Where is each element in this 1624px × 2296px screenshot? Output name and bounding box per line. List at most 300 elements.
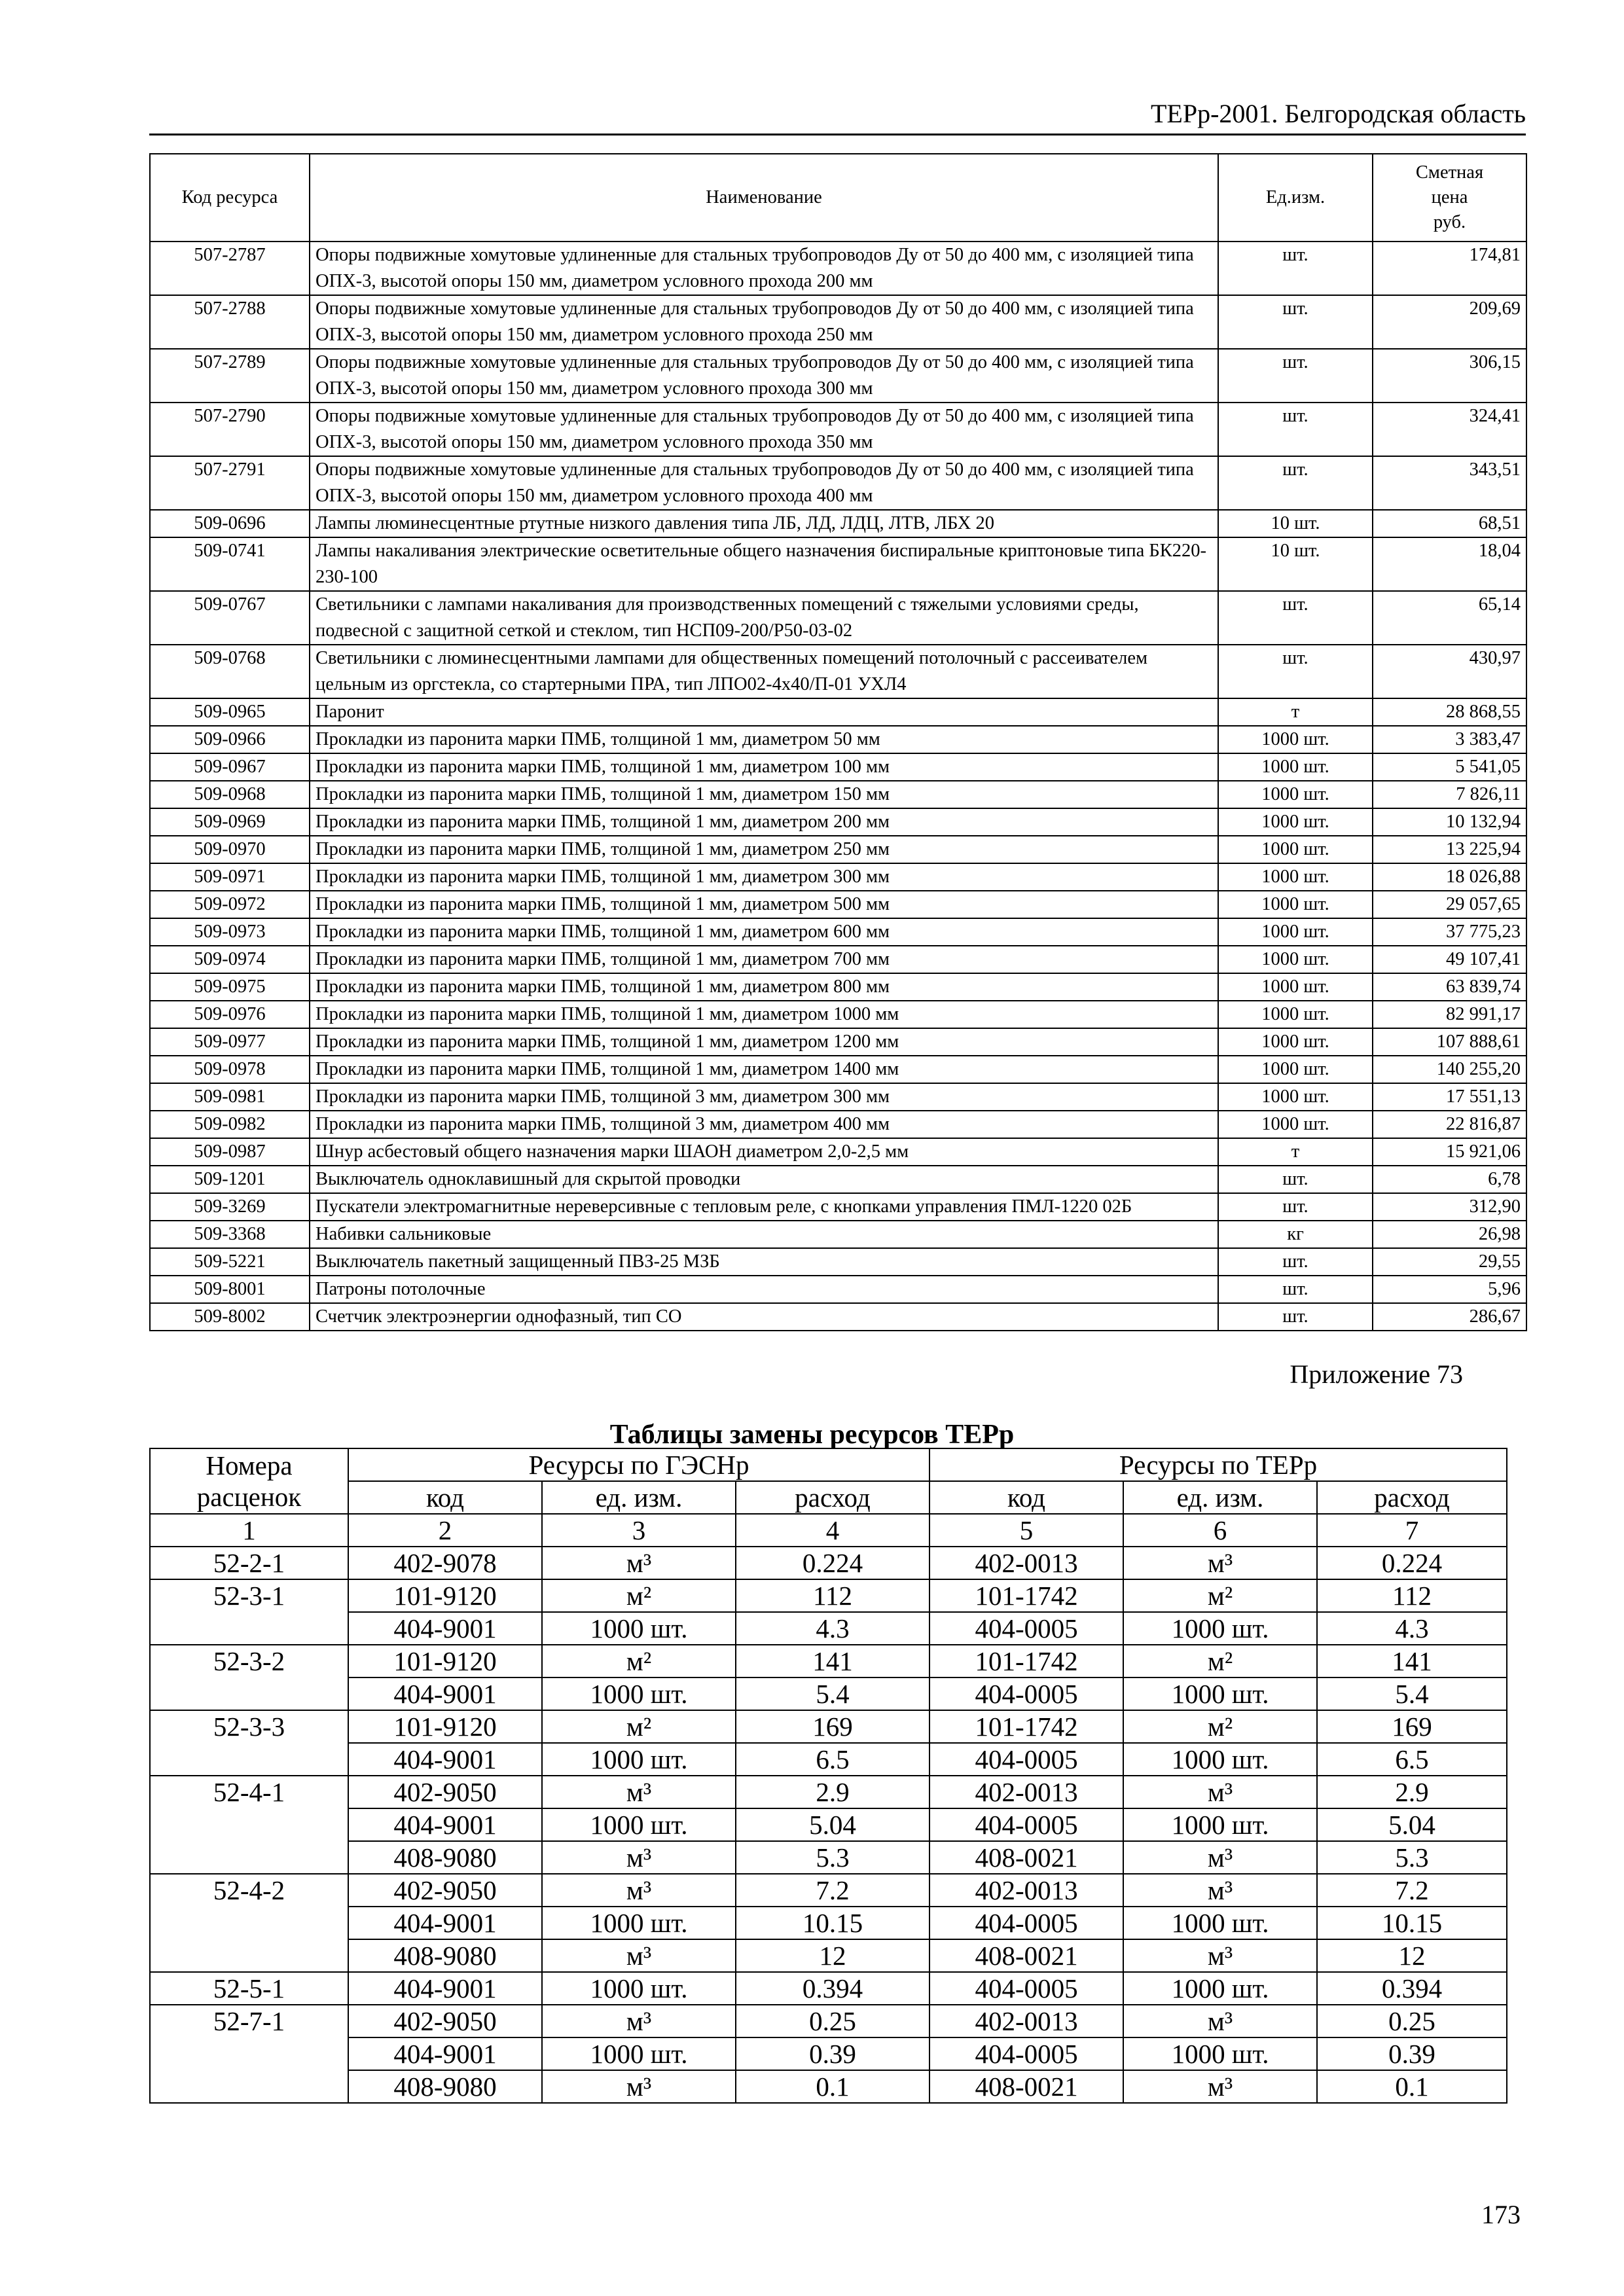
resource-price: 29,55 — [1373, 1248, 1526, 1276]
table-row — [150, 1276, 1526, 1303]
column-header-gesn-code: код — [348, 1481, 542, 1514]
ter-code: 408-0021 — [929, 1939, 1123, 1972]
ter-consumption: 112 — [1317, 1579, 1507, 1612]
resource-code: 509-5221 — [150, 1248, 310, 1276]
gesn-unit: 1000 шт. — [542, 1907, 736, 1939]
table-row — [150, 1612, 1507, 1645]
header-divider — [149, 134, 1526, 135]
resource-unit: 1000 шт. — [1218, 753, 1373, 781]
table-row — [150, 1776, 1507, 1808]
table-row — [150, 808, 1526, 836]
resource-code: 509-0982 — [150, 1111, 310, 1138]
table-row — [150, 1111, 1526, 1138]
resource-name: Опоры подвижные хомутовые удлиненные для стальных трубопроводов Ду от 50 до 400 мм, с изоляцией типа ОПХ-3, высотой опоры 150 мм, диаметром условного прохода 350 мм — [310, 403, 1218, 456]
ter-unit: м² — [1123, 1579, 1317, 1612]
resource-name: Паронит — [310, 698, 1218, 726]
ter-code: 101-1742 — [929, 1645, 1123, 1677]
resource-name: Прокладки из паронита марки ПМБ, толщиной 1 мм, диаметром 800 мм — [310, 973, 1218, 1001]
gesn-consumption: 112 — [736, 1579, 929, 1612]
table-row — [150, 510, 1526, 537]
resource-price: 10 132,94 — [1373, 808, 1526, 836]
resource-name: Прокладки из паронита марки ПМБ, толщиной 1 мм, диаметром 250 мм — [310, 836, 1218, 863]
resource-name: Прокладки из паронита марки ПМБ, толщиной 3 мм, диаметром 300 мм — [310, 1083, 1218, 1111]
resource-name: Прокладки из паронита марки ПМБ, толщиной 1 мм, диаметром 500 мм — [310, 891, 1218, 918]
resource-name: Выключатель пакетный защищенный ПВЗ-25 МЗБ — [310, 1248, 1218, 1276]
resource-name: Опоры подвижные хомутовые удлиненные для стальных трубопроводов Ду от 50 до 400 мм, с изоляцией типа ОПХ-3, высотой опоры 150 мм, диаметром условного прохода 200 мм — [310, 242, 1218, 295]
resource-price: 5 541,05 — [1373, 753, 1526, 781]
ter-consumption: 0.224 — [1317, 1547, 1507, 1579]
table-row — [150, 1710, 1507, 1743]
table-row — [150, 781, 1526, 808]
ter-unit: 1000 шт. — [1123, 1612, 1317, 1645]
resource-unit: шт. — [1218, 645, 1373, 698]
rate-number: 52-3-3 — [150, 1710, 348, 1776]
ter-consumption: 4.3 — [1317, 1612, 1507, 1645]
gesn-unit: м² — [542, 1710, 736, 1743]
resource-price: 286,67 — [1373, 1303, 1526, 1331]
gesn-unit: м³ — [542, 1841, 736, 1874]
rate-number: 52-5-1 — [150, 1972, 348, 2005]
gesn-unit: м³ — [542, 1874, 736, 1907]
ter-code: 404-0005 — [929, 1808, 1123, 1841]
gesn-unit: м³ — [542, 1547, 736, 1579]
gesn-code: 404-9001 — [348, 1808, 542, 1841]
resource-name: Набивки сальниковые — [310, 1221, 1218, 1248]
resource-unit: 1000 шт. — [1218, 891, 1373, 918]
column-number: 3 — [542, 1514, 736, 1547]
table-row — [150, 1808, 1507, 1841]
gesn-consumption: 0.25 — [736, 2005, 929, 2037]
ter-consumption: 0.39 — [1317, 2037, 1507, 2070]
resource-name: Прокладки из паронита марки ПМБ, толщиной 1 мм, диаметром 600 мм — [310, 918, 1218, 946]
gesn-consumption: 0.1 — [736, 2070, 929, 2103]
ter-consumption: 12 — [1317, 1939, 1507, 1972]
column-number: 1 — [150, 1514, 348, 1547]
table-row — [150, 1221, 1526, 1248]
ter-unit: м³ — [1123, 1939, 1317, 1972]
ter-consumption: 0.1 — [1317, 2070, 1507, 2103]
ter-unit: м³ — [1123, 1776, 1317, 1808]
ter-unit: м³ — [1123, 2005, 1317, 2037]
ter-code: 101-1742 — [929, 1579, 1123, 1612]
ter-unit: 1000 шт. — [1123, 1972, 1317, 2005]
resource-code: 509-3368 — [150, 1221, 310, 1248]
gesn-consumption: 141 — [736, 1645, 929, 1677]
ter-consumption: 7.2 — [1317, 1874, 1507, 1907]
resource-name: Прокладки из паронита марки ПМБ, толщиной 1 мм, диаметром 200 мм — [310, 808, 1218, 836]
page-number: 173 — [1481, 2200, 1521, 2229]
resource-unit: 10 шт. — [1218, 537, 1373, 591]
resource-name: Опоры подвижные хомутовые удлиненные для стальных трубопроводов Ду от 50 до 400 мм, с изоляцией типа ОПХ-3, высотой опоры 150 мм, диаметром условного прохода 250 мм — [310, 295, 1218, 349]
table-row — [150, 2037, 1507, 2070]
column-number: 7 — [1317, 1514, 1507, 1547]
ter-code: 404-0005 — [929, 1677, 1123, 1710]
column-header-unit: Ед.изм. — [1218, 154, 1373, 242]
column-number: 4 — [736, 1514, 929, 1547]
replacement-table-title: Таблицы замены ресурсов ТЕРр — [609, 1420, 1015, 1450]
table-row — [150, 946, 1526, 973]
resource-price: 18 026,88 — [1373, 863, 1526, 891]
gesn-code: 402-9050 — [348, 2005, 542, 2037]
column-number: 5 — [929, 1514, 1123, 1547]
resource-table-body — [150, 242, 1526, 1331]
ter-unit: 1000 шт. — [1123, 2037, 1317, 2070]
resource-code: 507-2787 — [150, 242, 310, 295]
resource-unit: 1000 шт. — [1218, 1001, 1373, 1028]
ter-unit: 1000 шт. — [1123, 1743, 1317, 1776]
gesn-consumption: 5.3 — [736, 1841, 929, 1874]
resource-price: 63 839,74 — [1373, 973, 1526, 1001]
resource-price-table — [149, 153, 1527, 1331]
resource-code: 509-0974 — [150, 946, 310, 973]
gesn-unit: 1000 шт. — [542, 1677, 736, 1710]
ter-consumption: 2.9 — [1317, 1776, 1507, 1808]
ter-unit: м³ — [1123, 1841, 1317, 1874]
table-row — [150, 1677, 1507, 1710]
gesn-code: 101-9120 — [348, 1710, 542, 1743]
page-header-title: ТЕРр-2001. Белгородская область — [1150, 99, 1526, 128]
ter-code: 404-0005 — [929, 1612, 1123, 1645]
gesn-code: 404-9001 — [348, 2037, 542, 2070]
resource-code: 509-0968 — [150, 781, 310, 808]
table-row — [150, 1645, 1507, 1677]
resource-unit: 1000 шт. — [1218, 973, 1373, 1001]
ter-code: 101-1742 — [929, 1710, 1123, 1743]
ter-code: 404-0005 — [929, 1972, 1123, 2005]
resource-name: Прокладки из паронита марки ПМБ, толщиной 1 мм, диаметром 700 мм — [310, 946, 1218, 973]
gesn-consumption: 0.394 — [736, 1972, 929, 2005]
table-row — [150, 2005, 1507, 2037]
resource-price: 29 057,65 — [1373, 891, 1526, 918]
column-header-name: Наименование — [310, 154, 1218, 242]
table-row — [150, 1907, 1507, 1939]
gesn-code: 404-9001 — [348, 1972, 542, 2005]
ter-code: 408-0021 — [929, 1841, 1123, 1874]
resource-name: Прокладки из паронита марки ПМБ, толщиной 1 мм, диаметром 100 мм — [310, 753, 1218, 781]
resource-code: 507-2788 — [150, 295, 310, 349]
gesn-unit: 1000 шт. — [542, 2037, 736, 2070]
ter-consumption: 5.3 — [1317, 1841, 1507, 1874]
resource-unit: т — [1218, 698, 1373, 726]
resource-unit: 1000 шт. — [1218, 726, 1373, 753]
column-header-ter-code: код — [929, 1481, 1123, 1514]
resource-code: 509-0768 — [150, 645, 310, 698]
resource-code: 509-0696 — [150, 510, 310, 537]
resource-unit: шт. — [1218, 1276, 1373, 1303]
ter-code: 404-0005 — [929, 1907, 1123, 1939]
gesn-unit: м³ — [542, 1939, 736, 1972]
gesn-unit: м³ — [542, 2070, 736, 2103]
column-number-row — [150, 1514, 1507, 1547]
resource-code: 509-0976 — [150, 1001, 310, 1028]
column-header-rate-numbers — [150, 1448, 348, 1514]
table-header-row — [150, 1448, 1507, 1481]
resource-code: 509-0965 — [150, 698, 310, 726]
ter-consumption: 0.394 — [1317, 1972, 1507, 2005]
resource-code: 509-0741 — [150, 537, 310, 591]
table-row — [150, 836, 1526, 863]
resource-price: 22 816,87 — [1373, 1111, 1526, 1138]
gesn-consumption: 4.3 — [736, 1612, 929, 1645]
gesn-unit: м³ — [542, 2005, 736, 2037]
resource-price: 5,96 — [1373, 1276, 1526, 1303]
table-row — [150, 1939, 1507, 1972]
table-subheader-row — [150, 1481, 1507, 1514]
resource-code: 509-0981 — [150, 1083, 310, 1111]
gesn-unit: м³ — [542, 1776, 736, 1808]
ter-unit: 1000 шт. — [1123, 1808, 1317, 1841]
resource-unit: шт. — [1218, 1303, 1373, 1331]
resource-unit: 1000 шт. — [1218, 863, 1373, 891]
ter-code: 402-0013 — [929, 1776, 1123, 1808]
rate-number: 52-7-1 — [150, 2005, 348, 2103]
resource-code: 509-3269 — [150, 1193, 310, 1221]
resource-name: Лампы накаливания электрические осветительные общего назначения биспиральные криптоновые типа БК220-230-100 — [310, 537, 1218, 591]
resource-unit: шт. — [1218, 295, 1373, 349]
ter-unit: м³ — [1123, 1547, 1317, 1579]
resource-unit: т — [1218, 1138, 1373, 1166]
ter-consumption: 169 — [1317, 1710, 1507, 1743]
gesn-code: 408-9080 — [348, 1939, 542, 1972]
resource-price: 17 551,13 — [1373, 1083, 1526, 1111]
table-row — [150, 753, 1526, 781]
column-header-price-text: Сметная цена руб. — [1415, 162, 1484, 232]
resource-unit: 1000 шт. — [1218, 946, 1373, 973]
table-row — [150, 403, 1526, 456]
column-header-gesn-unit: ед. изм. — [542, 1481, 736, 1514]
column-header-ter-unit: ед. изм. — [1123, 1481, 1317, 1514]
resource-name: Пускатели электромагнитные нереверсивные с тепловым реле, с кнопками управления ПМЛ-1220 02Б — [310, 1193, 1218, 1221]
ter-code: 404-0005 — [929, 2037, 1123, 2070]
gesn-consumption: 169 — [736, 1710, 929, 1743]
column-group-gesn: Ресурсы по ГЭСНр — [348, 1448, 929, 1481]
table-row — [150, 863, 1526, 891]
resource-price: 26,98 — [1373, 1221, 1526, 1248]
resource-code: 509-0966 — [150, 726, 310, 753]
resource-unit: шт. — [1218, 1166, 1373, 1193]
ter-code: 404-0005 — [929, 1743, 1123, 1776]
table-row — [150, 1001, 1526, 1028]
resource-code: 509-1201 — [150, 1166, 310, 1193]
resource-name: Прокладки из паронита марки ПМБ, толщиной 1 мм, диаметром 1200 мм — [310, 1028, 1218, 1056]
table-row — [150, 1166, 1526, 1193]
resource-unit: 1000 шт. — [1218, 808, 1373, 836]
ter-consumption: 5.04 — [1317, 1808, 1507, 1841]
resource-price: 6,78 — [1373, 1166, 1526, 1193]
rate-number: 52-4-2 — [150, 1874, 348, 1972]
table-row — [150, 456, 1526, 510]
table-row — [150, 1579, 1507, 1612]
resource-price: 107 888,61 — [1373, 1028, 1526, 1056]
table-row — [150, 1303, 1526, 1331]
gesn-code: 101-9120 — [348, 1645, 542, 1677]
resource-name: Прокладки из паронита марки ПМБ, толщиной 1 мм, диаметром 1000 мм — [310, 1001, 1218, 1028]
table-header-row — [150, 154, 1526, 242]
gesn-code: 402-9050 — [348, 1776, 542, 1808]
gesn-consumption: 5.04 — [736, 1808, 929, 1841]
table-row — [150, 1056, 1526, 1083]
ter-code: 402-0013 — [929, 1874, 1123, 1907]
table-row — [150, 726, 1526, 753]
resource-unit: шт. — [1218, 591, 1373, 645]
table-row — [150, 645, 1526, 698]
ter-unit: м³ — [1123, 1874, 1317, 1907]
ter-consumption: 6.5 — [1317, 1743, 1507, 1776]
table-row — [150, 2070, 1507, 2103]
gesn-consumption: 0.39 — [736, 2037, 929, 2070]
resource-unit: шт. — [1218, 1248, 1373, 1276]
rate-number: 52-2-1 — [150, 1547, 348, 1579]
ter-consumption: 10.15 — [1317, 1907, 1507, 1939]
table-row — [150, 1972, 1507, 2005]
resource-unit: 10 шт. — [1218, 510, 1373, 537]
resource-price: 140 255,20 — [1373, 1056, 1526, 1083]
resource-unit: 1000 шт. — [1218, 1028, 1373, 1056]
table-row — [150, 242, 1526, 295]
table-row — [150, 1138, 1526, 1166]
gesn-consumption: 0.224 — [736, 1547, 929, 1579]
ter-unit: 1000 шт. — [1123, 1907, 1317, 1939]
resource-unit: шт. — [1218, 349, 1373, 403]
resource-code: 507-2789 — [150, 349, 310, 403]
resource-code: 507-2790 — [150, 403, 310, 456]
resource-name: Лампы люминесцентные ртутные низкого давления типа ЛБ, ЛД, ЛДЦ, ЛТВ, ЛБХ 20 — [310, 510, 1218, 537]
resource-code: 507-2791 — [150, 456, 310, 510]
resource-code: 509-0987 — [150, 1138, 310, 1166]
column-header-code: Код ресурса — [150, 154, 310, 242]
rate-number: 52-3-1 — [150, 1579, 348, 1645]
resource-unit: шт. — [1218, 1193, 1373, 1221]
resource-unit: 1000 шт. — [1218, 781, 1373, 808]
gesn-unit: 1000 шт. — [542, 1612, 736, 1645]
resource-unit: 1000 шт. — [1218, 1083, 1373, 1111]
resource-name: Шнур асбестовый общего назначения марки ШАОН диаметром 2,0-2,5 мм — [310, 1138, 1218, 1166]
resource-code: 509-0975 — [150, 973, 310, 1001]
resource-name: Прокладки из паронита марки ПМБ, толщиной 1 мм, диаметром 50 мм — [310, 726, 1218, 753]
resource-name: Счетчик электроэнергии однофазный, тип СО — [310, 1303, 1218, 1331]
gesn-code: 404-9001 — [348, 1743, 542, 1776]
resource-unit: кг — [1218, 1221, 1373, 1248]
resource-name: Патроны потолочные — [310, 1276, 1218, 1303]
ter-unit: м² — [1123, 1710, 1317, 1743]
gesn-code: 404-9001 — [348, 1907, 542, 1939]
gesn-code: 408-9080 — [348, 1841, 542, 1874]
gesn-consumption: 2.9 — [736, 1776, 929, 1808]
gesn-unit: м² — [542, 1579, 736, 1612]
table-row — [150, 973, 1526, 1001]
resource-code: 509-0969 — [150, 808, 310, 836]
resource-unit: 1000 шт. — [1218, 1056, 1373, 1083]
resource-code: 509-0967 — [150, 753, 310, 781]
gesn-consumption: 5.4 — [736, 1677, 929, 1710]
column-number: 6 — [1123, 1514, 1317, 1547]
resource-code: 509-0973 — [150, 918, 310, 946]
resource-replacement-table — [149, 1448, 1507, 2104]
gesn-code: 408-9080 — [348, 2070, 542, 2103]
table-row — [150, 891, 1526, 918]
resource-unit: 1000 шт. — [1218, 1111, 1373, 1138]
resource-name: Светильники с лампами накаливания для производственных помещений с тяжелыми условиями среды, подвесной с защитной сеткой и стеклом, тип НСП09-200/Р50-03-02 — [310, 591, 1218, 645]
resource-price: 65,14 — [1373, 591, 1526, 645]
table-row — [150, 1248, 1526, 1276]
column-header-gesn-consumption: расход — [736, 1481, 929, 1514]
resource-price: 82 991,17 — [1373, 1001, 1526, 1028]
ter-unit: м² — [1123, 1645, 1317, 1677]
table-row — [150, 1874, 1507, 1907]
ter-code: 408-0021 — [929, 2070, 1123, 2103]
resource-price: 68,51 — [1373, 510, 1526, 537]
ter-consumption: 5.4 — [1317, 1677, 1507, 1710]
resource-price: 324,41 — [1373, 403, 1526, 456]
resource-price: 18,04 — [1373, 537, 1526, 591]
resource-price: 3 383,47 — [1373, 726, 1526, 753]
resource-price: 343,51 — [1373, 456, 1526, 510]
replacement-table-body — [150, 1547, 1507, 2103]
ter-consumption: 0.25 — [1317, 2005, 1507, 2037]
gesn-code: 402-9050 — [348, 1874, 542, 1907]
gesn-code: 404-9001 — [348, 1677, 542, 1710]
resource-price: 13 225,94 — [1373, 836, 1526, 863]
resource-unit: шт. — [1218, 456, 1373, 510]
gesn-unit: 1000 шт. — [542, 1743, 736, 1776]
resource-price: 174,81 — [1373, 242, 1526, 295]
ter-consumption: 141 — [1317, 1645, 1507, 1677]
column-header-rate-numbers-text: Номера расценок — [196, 1450, 302, 1512]
appendix-label: Приложение 73 — [1290, 1359, 1463, 1389]
gesn-consumption: 10.15 — [736, 1907, 929, 1939]
rate-number: 52-4-1 — [150, 1776, 348, 1874]
resource-unit: шт. — [1218, 242, 1373, 295]
resource-price: 37 775,23 — [1373, 918, 1526, 946]
table-row — [150, 591, 1526, 645]
table-row — [150, 1841, 1507, 1874]
column-group-ter: Ресурсы по ТЕРр — [929, 1448, 1507, 1481]
resource-unit: шт. — [1218, 403, 1373, 456]
table-row — [150, 1743, 1507, 1776]
resource-price: 49 107,41 — [1373, 946, 1526, 973]
gesn-consumption: 12 — [736, 1939, 929, 1972]
table-row — [150, 918, 1526, 946]
table-row — [150, 349, 1526, 403]
resource-code: 509-8002 — [150, 1303, 310, 1331]
resource-name: Светильники с люминесцентными лампами для общественных помещений потолочный с рассеивателем цельным из оргстекла, со стартерными ПРА, тип ЛПО02-4х40/П-01 УХЛ4 — [310, 645, 1218, 698]
resource-name: Выключатель одноклавишный для скрытой проводки — [310, 1166, 1218, 1193]
resource-unit: 1000 шт. — [1218, 836, 1373, 863]
ter-code: 402-0013 — [929, 2005, 1123, 2037]
ter-code: 402-0013 — [929, 1547, 1123, 1579]
resource-code: 509-0978 — [150, 1056, 310, 1083]
resource-name: Прокладки из паронита марки ПМБ, толщиной 1 мм, диаметром 150 мм — [310, 781, 1218, 808]
resource-name: Опоры подвижные хомутовые удлиненные для стальных трубопроводов Ду от 50 до 400 мм, с изоляцией типа ОПХ-3, высотой опоры 150 мм, диаметром условного прохода 400 мм — [310, 456, 1218, 510]
table-row — [150, 698, 1526, 726]
rate-number: 52-3-2 — [150, 1645, 348, 1710]
gesn-unit: 1000 шт. — [542, 1972, 736, 2005]
resource-price: 430,97 — [1373, 645, 1526, 698]
ter-unit: 1000 шт. — [1123, 1677, 1317, 1710]
resource-code: 509-0977 — [150, 1028, 310, 1056]
column-header-price — [1373, 154, 1526, 242]
column-number: 2 — [348, 1514, 542, 1547]
resource-price: 209,69 — [1373, 295, 1526, 349]
ter-unit: м³ — [1123, 2070, 1317, 2103]
gesn-unit: 1000 шт. — [542, 1808, 736, 1841]
resource-price: 15 921,06 — [1373, 1138, 1526, 1166]
resource-code: 509-0972 — [150, 891, 310, 918]
table-row — [150, 1028, 1526, 1056]
resource-unit: 1000 шт. — [1218, 918, 1373, 946]
resource-price: 7 826,11 — [1373, 781, 1526, 808]
gesn-unit: м² — [542, 1645, 736, 1677]
